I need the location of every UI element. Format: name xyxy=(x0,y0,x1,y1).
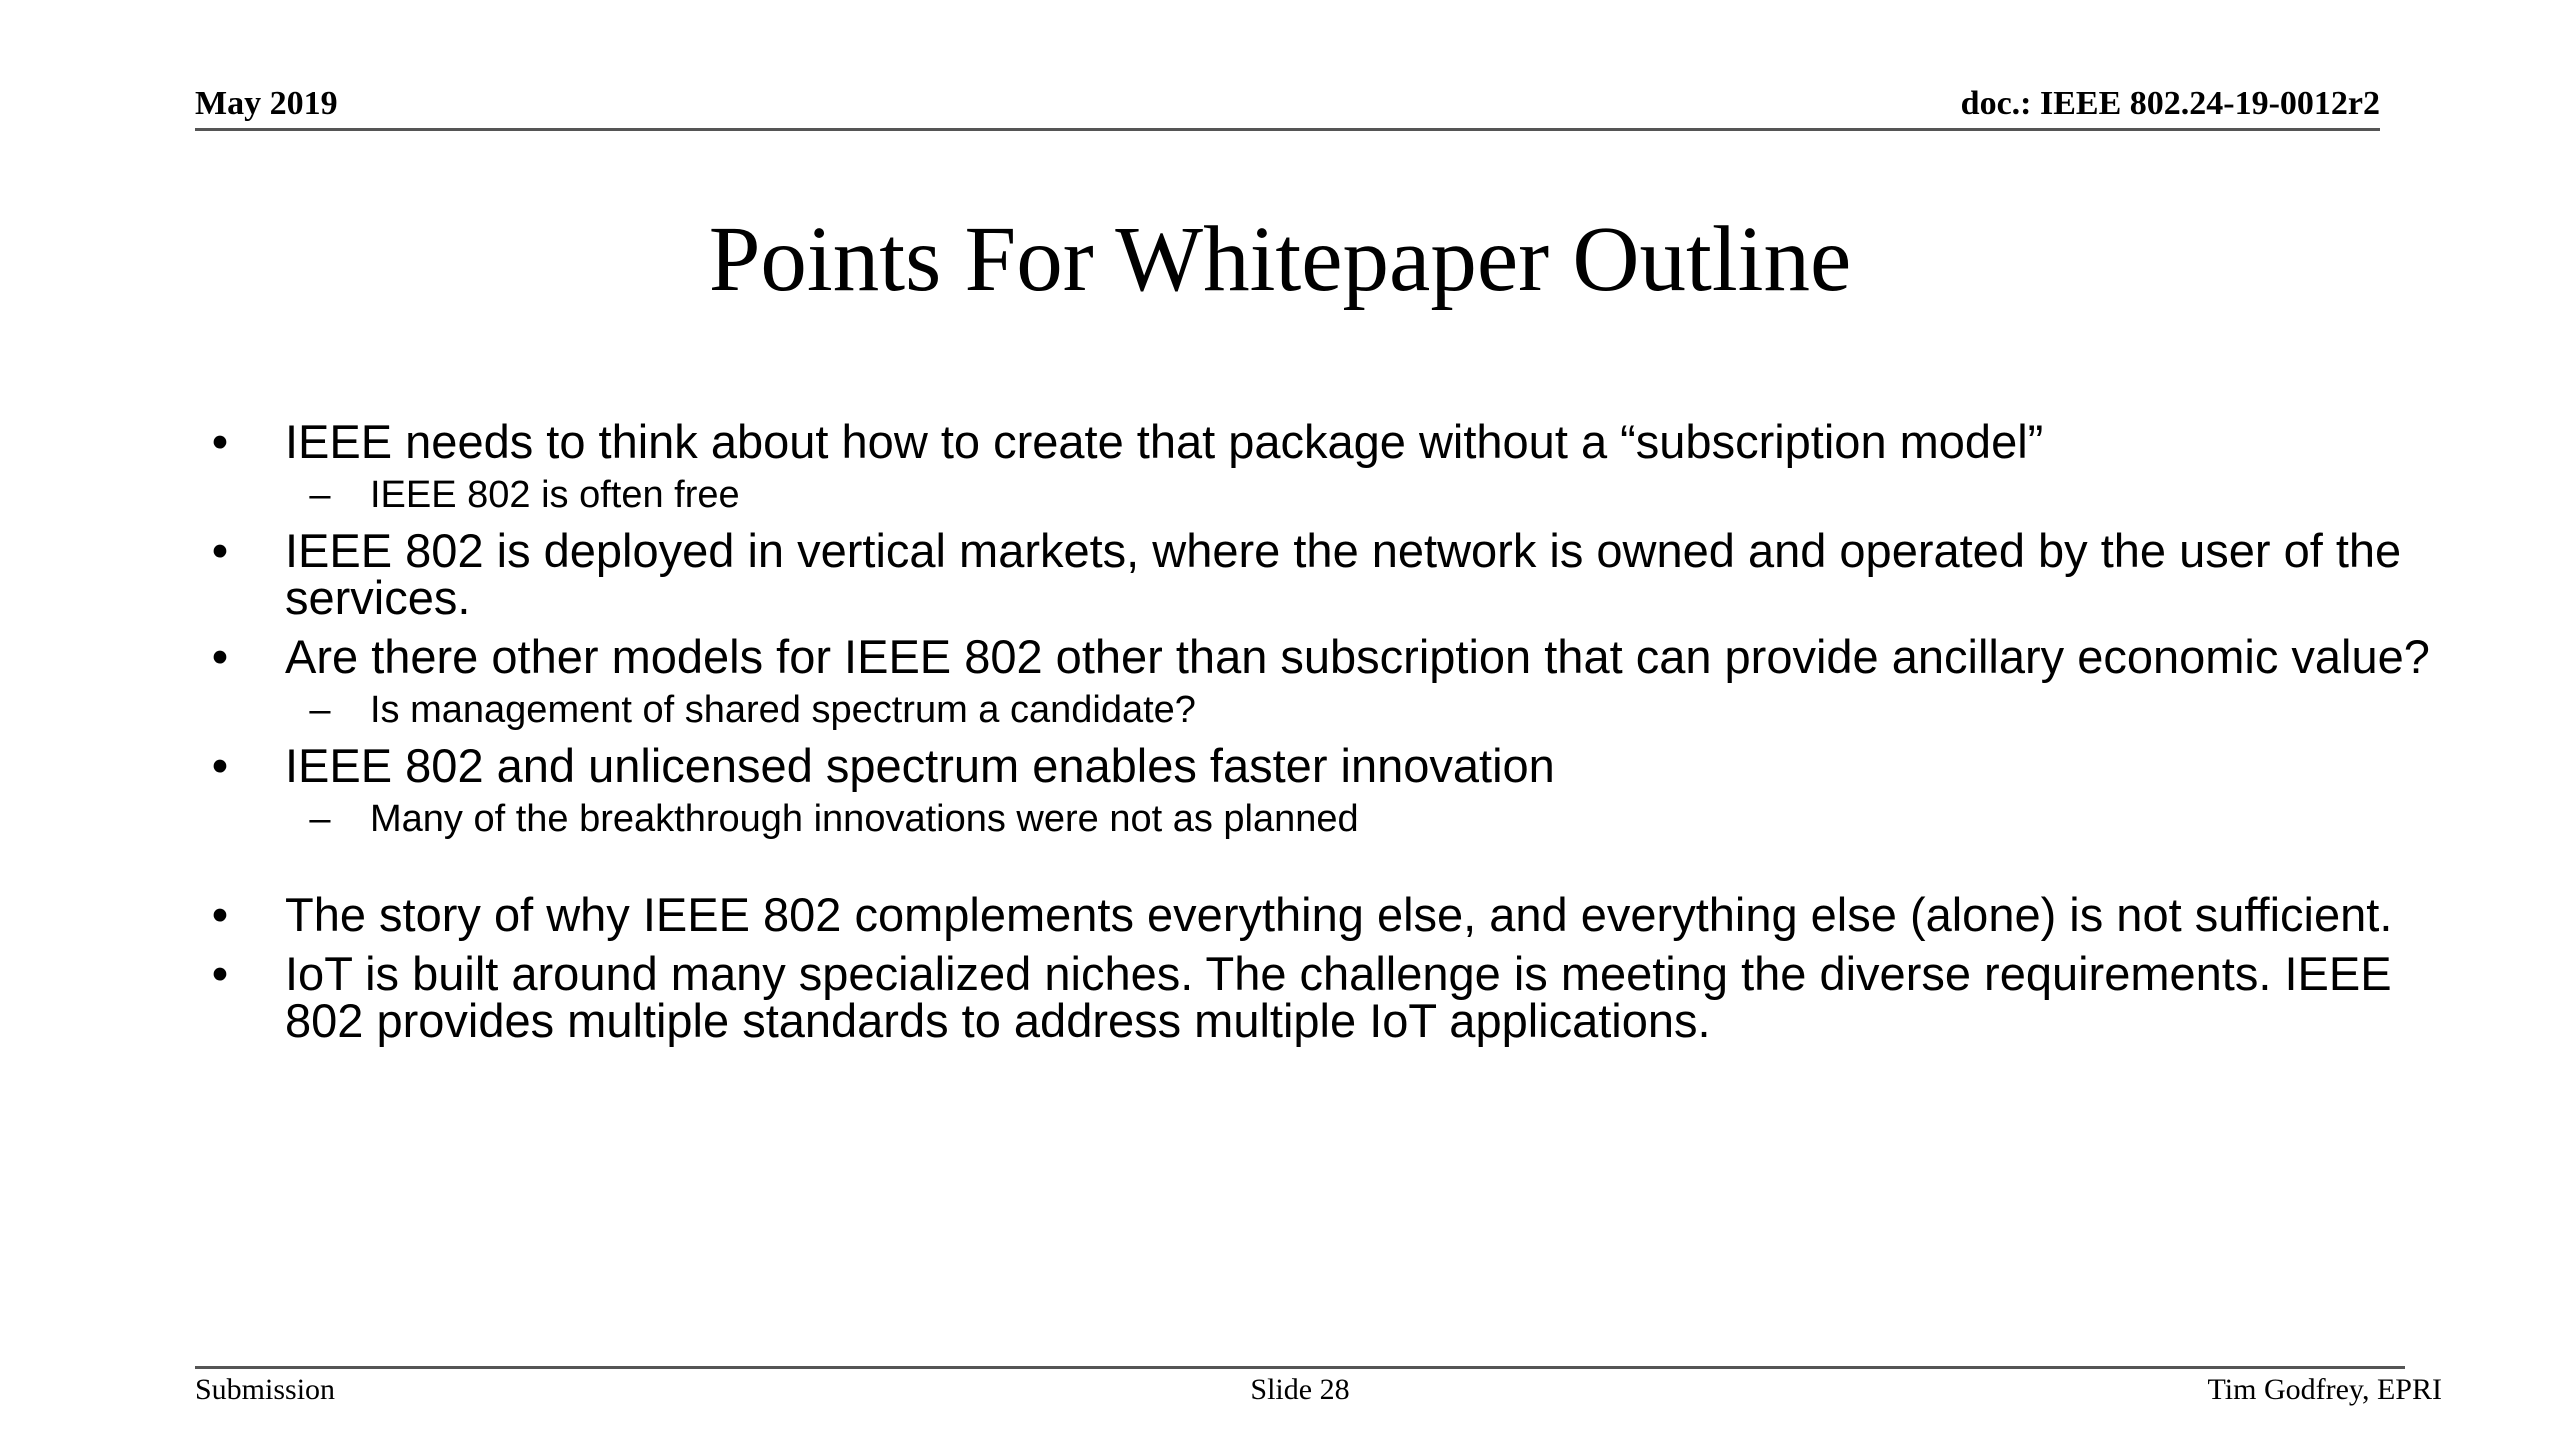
sub-bullet-text: Many of the breakthrough innovations were not as planned xyxy=(370,798,1359,840)
footer-divider xyxy=(195,1366,2405,1369)
dash-marker: – xyxy=(309,474,331,516)
bullet-text: IoT is built around many specialized niches. The challenge is meeting the diverse requirements. IEEE 802 provides multiple standards to address multiple IoT applications. xyxy=(285,947,2392,1047)
sub-bullet-text: Is management of shared spectrum a candidate? xyxy=(370,689,1196,731)
bullet-text: IEEE needs to think about how to create that package without a “subscription model” xyxy=(285,415,2044,468)
footer-slide-number: Slide 28 xyxy=(1250,1373,1350,1406)
bullet-item xyxy=(205,415,2435,468)
bullet-marker: • xyxy=(211,630,229,683)
bullet-item xyxy=(205,630,2435,683)
sub-bullet-item xyxy=(205,797,2435,841)
bullet-marker: • xyxy=(211,739,229,792)
header-divider xyxy=(195,128,2380,131)
bullet-item xyxy=(205,524,2435,624)
bullet-text: Are there other models for IEEE 802 other than subscription that can provide ancillary economic value? xyxy=(285,630,2430,683)
bullet-marker: • xyxy=(211,415,229,468)
sub-bullet-text: IEEE 802 is often free xyxy=(370,474,740,516)
bullet-item xyxy=(205,947,2435,1047)
bullet-marker: • xyxy=(211,888,229,941)
bullet-marker: • xyxy=(211,947,229,1000)
header-date: May 2019 xyxy=(195,85,338,122)
dash-marker: – xyxy=(309,689,331,731)
footer-submission: Submission xyxy=(195,1373,336,1406)
slide-body xyxy=(205,415,2435,1056)
bullet-item xyxy=(205,739,2435,792)
bullet-marker: • xyxy=(211,524,229,577)
bullet-text: The story of why IEEE 802 complements everything else, and everything else (alone) is not sufficient. xyxy=(285,888,2393,941)
slide-title: Points For Whitepaper Outline xyxy=(708,208,1852,311)
sub-bullet-item xyxy=(205,688,2435,732)
bullet-text: IEEE 802 is deployed in vertical markets, where the network is owned and operated by the user of the services. xyxy=(285,524,2402,624)
header-doc-id: doc.: IEEE 802.24-19-0012r2 xyxy=(1960,85,2380,122)
bullet-text: IEEE 802 and unlicensed spectrum enables faster innovation xyxy=(285,739,1555,792)
sub-bullet-item xyxy=(205,473,2435,517)
dash-marker: – xyxy=(309,798,331,840)
footer-author: Tim Godfrey, EPRI xyxy=(2207,1373,2442,1406)
bullet-item xyxy=(205,888,2435,941)
